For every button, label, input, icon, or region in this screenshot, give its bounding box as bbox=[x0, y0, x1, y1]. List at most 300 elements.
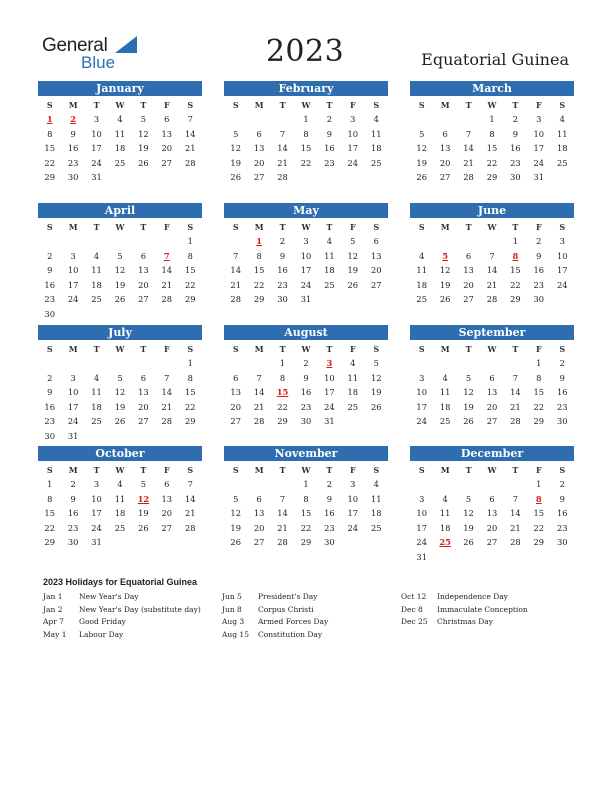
month-june bbox=[410, 203, 574, 307]
weekday-label: S bbox=[418, 344, 425, 354]
day-cell: 4 bbox=[117, 479, 123, 489]
day-cell: 24 bbox=[347, 522, 359, 533]
day-grid bbox=[224, 112, 388, 185]
day-cell: 6 bbox=[233, 372, 239, 383]
holiday-column bbox=[401, 591, 528, 629]
weekday-label: T bbox=[140, 100, 147, 110]
weekday-row bbox=[224, 343, 388, 355]
day-cell: 10 bbox=[347, 493, 359, 504]
holiday-day-cell: 15 bbox=[276, 387, 289, 398]
weekday-label: W bbox=[115, 344, 125, 354]
day-cell: 27 bbox=[253, 172, 265, 183]
day-grid bbox=[224, 234, 388, 307]
day-cell: 15 bbox=[510, 265, 521, 276]
day-cell: 20 bbox=[253, 522, 265, 533]
day-cell: 1 bbox=[187, 236, 193, 246]
month-header: March bbox=[410, 81, 574, 96]
day-cell: 13 bbox=[138, 265, 149, 276]
day-cell: 19 bbox=[463, 401, 474, 412]
day-cell: 6 bbox=[164, 479, 170, 489]
weekday-label: S bbox=[559, 344, 566, 354]
weekday-label: T bbox=[93, 100, 100, 110]
day-cell: 18 bbox=[91, 401, 102, 412]
day-cell: 24 bbox=[347, 157, 359, 168]
day-cell: 16 bbox=[556, 508, 568, 519]
holiday-date: Jun 5 bbox=[222, 592, 242, 601]
day-cell: 7 bbox=[512, 372, 519, 383]
empty-day-cell bbox=[38, 356, 61, 371]
weekday-label: W bbox=[487, 222, 497, 232]
day-cell: 5 bbox=[117, 250, 123, 261]
holiday-day-cell: 8 bbox=[535, 493, 542, 504]
holiday-name: Armed Forces Day bbox=[258, 617, 329, 627]
day-cell: 30 bbox=[324, 537, 335, 548]
weekday-label: S bbox=[373, 100, 380, 110]
day-cell: 8 bbox=[187, 372, 193, 383]
weekday-label: F bbox=[535, 100, 542, 110]
empty-day-cell bbox=[504, 356, 527, 371]
day-cell: 15 bbox=[253, 265, 265, 276]
day-cell: 22 bbox=[44, 157, 55, 168]
day-cell: 26 bbox=[416, 172, 427, 183]
weekday-label: T bbox=[326, 465, 333, 475]
day-cell: 17 bbox=[67, 279, 79, 290]
holiday-entry bbox=[43, 616, 201, 629]
month-october bbox=[38, 446, 202, 550]
day-cell: 21 bbox=[184, 508, 196, 519]
day-cell: 31 bbox=[91, 172, 102, 183]
weekday-label: T bbox=[326, 222, 333, 232]
day-cell: 18 bbox=[370, 508, 382, 519]
day-cell: 29 bbox=[486, 172, 498, 183]
day-cell: 11 bbox=[370, 493, 382, 504]
day-cell: 3 bbox=[70, 250, 76, 261]
holiday-date: Apr 7 bbox=[43, 617, 64, 627]
day-cell: 29 bbox=[533, 416, 545, 427]
day-cell: 15 bbox=[486, 143, 498, 154]
day-cell: 18 bbox=[416, 279, 427, 290]
day-cell: 24 bbox=[324, 401, 335, 412]
day-cell: 5 bbox=[117, 372, 123, 383]
day-cell: 20 bbox=[463, 279, 474, 290]
day-cell: 12 bbox=[347, 250, 359, 261]
day-cell: 8 bbox=[303, 493, 309, 504]
weekday-label: S bbox=[418, 100, 425, 110]
day-cell: 9 bbox=[303, 372, 309, 383]
day-cell: 26 bbox=[138, 522, 149, 533]
weekday-label: S bbox=[46, 344, 53, 354]
holiday-name: Constitution Day bbox=[258, 629, 323, 639]
day-cell: 27 bbox=[486, 416, 498, 427]
holiday-column bbox=[43, 591, 201, 641]
day-cell: 18 bbox=[114, 143, 126, 154]
day-cell: 29 bbox=[253, 294, 265, 305]
day-cell: 17 bbox=[416, 401, 427, 412]
empty-day-cell bbox=[504, 477, 527, 492]
day-cell: 4 bbox=[93, 372, 100, 383]
day-cell: 17 bbox=[67, 401, 79, 412]
weekday-row bbox=[224, 99, 388, 111]
day-cell: 28 bbox=[486, 294, 498, 305]
day-cell: 4 bbox=[419, 250, 425, 261]
day-cell: 28 bbox=[184, 157, 196, 168]
day-cell: 14 bbox=[161, 265, 173, 276]
empty-day-cell bbox=[480, 234, 503, 249]
day-cell: 15 bbox=[300, 508, 312, 519]
empty-day-cell bbox=[480, 356, 503, 371]
weekday-label: F bbox=[535, 465, 542, 475]
day-cell: 23 bbox=[44, 416, 55, 427]
weekday-label: M bbox=[68, 465, 78, 475]
day-cell: 2 bbox=[326, 114, 333, 124]
day-cell: 6 bbox=[373, 236, 379, 246]
day-cell: 27 bbox=[161, 157, 173, 168]
day-cell: 30 bbox=[67, 537, 79, 548]
day-cell: 25 bbox=[91, 294, 102, 305]
weekday-row bbox=[410, 99, 574, 111]
day-cell: 7 bbox=[489, 250, 495, 261]
empty-day-cell bbox=[271, 477, 294, 492]
day-cell: 25 bbox=[439, 416, 451, 427]
day-cell: 3 bbox=[559, 236, 565, 246]
month-header: April bbox=[38, 203, 202, 218]
day-cell: 7 bbox=[187, 479, 193, 489]
day-grid bbox=[38, 112, 202, 185]
day-cell: 2 bbox=[536, 236, 542, 246]
empty-day-cell bbox=[155, 234, 178, 249]
month-april bbox=[38, 203, 202, 322]
weekday-label: T bbox=[465, 465, 472, 475]
day-cell: 2 bbox=[326, 479, 333, 489]
day-cell: 13 bbox=[370, 250, 382, 261]
weekday-label: T bbox=[279, 465, 286, 475]
empty-day-cell bbox=[224, 112, 247, 127]
day-cell: 28 bbox=[277, 172, 288, 183]
day-cell: 8 bbox=[279, 372, 286, 383]
day-cell: 9 bbox=[70, 493, 76, 504]
day-cell: 28 bbox=[463, 172, 474, 183]
empty-day-cell bbox=[433, 477, 456, 492]
day-cell: 20 bbox=[486, 401, 498, 412]
holiday-name: New Year's Day (substitute day) bbox=[79, 604, 201, 614]
holiday-column bbox=[222, 591, 328, 641]
holiday-entry bbox=[43, 591, 201, 604]
day-cell: 10 bbox=[67, 265, 79, 276]
day-cell: 21 bbox=[486, 279, 498, 290]
day-cell: 8 bbox=[256, 250, 262, 261]
day-cell: 3 bbox=[350, 114, 356, 124]
day-cell: 12 bbox=[230, 143, 241, 154]
holiday-entry bbox=[222, 591, 328, 604]
day-cell: 27 bbox=[486, 537, 498, 548]
day-cell: 30 bbox=[510, 172, 521, 183]
day-cell: 11 bbox=[370, 128, 382, 139]
day-cell: 7 bbox=[279, 128, 286, 139]
day-cell: 12 bbox=[138, 128, 149, 139]
day-cell: 24 bbox=[416, 416, 427, 427]
day-cell: 30 bbox=[300, 416, 312, 427]
weekday-label: T bbox=[326, 100, 333, 110]
day-cell: 5 bbox=[233, 493, 239, 504]
day-cell: 6 bbox=[140, 372, 147, 383]
empty-day-cell bbox=[410, 112, 433, 127]
day-cell: 14 bbox=[184, 128, 196, 139]
weekday-label: S bbox=[418, 222, 425, 232]
day-cell: 19 bbox=[138, 508, 149, 519]
weekday-label: F bbox=[349, 222, 356, 232]
day-cell: 19 bbox=[114, 401, 126, 412]
holidays-title: 2023 Holidays for Equatorial Guinea bbox=[43, 577, 198, 587]
weekday-label: T bbox=[279, 222, 286, 232]
day-cell: 4 bbox=[326, 236, 333, 246]
day-cell: 19 bbox=[230, 522, 241, 533]
day-cell: 28 bbox=[510, 416, 521, 427]
day-cell: 11 bbox=[439, 387, 451, 398]
weekday-label: T bbox=[93, 222, 100, 232]
day-cell: 12 bbox=[230, 508, 241, 519]
day-cell: 10 bbox=[324, 372, 335, 383]
day-cell: 4 bbox=[350, 358, 356, 368]
day-cell: 23 bbox=[510, 157, 521, 168]
empty-day-cell bbox=[410, 477, 433, 492]
holiday-day-cell: 2 bbox=[70, 114, 77, 124]
holiday-entry bbox=[222, 629, 328, 642]
month-august bbox=[224, 325, 388, 429]
day-cell: 3 bbox=[419, 372, 425, 383]
day-cell: 20 bbox=[486, 522, 498, 533]
day-cell: 25 bbox=[114, 522, 126, 533]
day-cell: 27 bbox=[253, 537, 265, 548]
day-cell: 24 bbox=[300, 279, 312, 290]
day-cell: 5 bbox=[465, 372, 472, 383]
empty-day-cell bbox=[224, 477, 247, 492]
day-cell: 18 bbox=[114, 508, 126, 519]
weekday-label: F bbox=[535, 344, 542, 354]
weekday-label: S bbox=[232, 222, 239, 232]
day-cell: 7 bbox=[187, 114, 193, 124]
day-cell: 9 bbox=[279, 250, 286, 261]
empty-day-cell bbox=[85, 234, 108, 249]
day-cell: 24 bbox=[91, 157, 102, 168]
day-cell: 1 bbox=[279, 358, 286, 368]
day-cell: 3 bbox=[93, 114, 100, 124]
day-cell: 24 bbox=[533, 157, 545, 168]
day-cell: 29 bbox=[44, 172, 55, 183]
day-cell: 16 bbox=[324, 508, 335, 519]
holiday-entry bbox=[401, 616, 528, 629]
day-cell: 5 bbox=[140, 479, 147, 489]
day-cell: 23 bbox=[324, 522, 335, 533]
weekday-label: S bbox=[559, 465, 566, 475]
day-cell: 19 bbox=[439, 279, 451, 290]
holiday-date: Jan 1 bbox=[43, 592, 63, 601]
day-cell: 10 bbox=[347, 128, 359, 139]
day-cell: 10 bbox=[91, 493, 102, 504]
weekday-row bbox=[410, 343, 574, 355]
day-cell: 13 bbox=[230, 387, 241, 398]
day-cell: 15 bbox=[44, 143, 55, 154]
day-cell: 17 bbox=[416, 522, 427, 533]
day-cell: 5 bbox=[140, 114, 147, 124]
weekday-label: M bbox=[440, 100, 450, 110]
day-cell: 25 bbox=[370, 157, 382, 168]
day-cell: 14 bbox=[253, 387, 265, 398]
day-cell: 25 bbox=[91, 416, 102, 427]
weekday-label: T bbox=[140, 344, 147, 354]
month-january bbox=[38, 81, 202, 185]
calendar-year: 2023 bbox=[265, 34, 345, 69]
day-cell: 18 bbox=[439, 522, 451, 533]
day-cell: 1 bbox=[187, 358, 193, 368]
day-cell: 16 bbox=[277, 265, 288, 276]
day-cell: 1 bbox=[303, 114, 309, 124]
day-cell: 7 bbox=[465, 128, 472, 139]
weekday-label: S bbox=[418, 465, 425, 475]
day-cell: 28 bbox=[510, 537, 521, 548]
day-cell: 10 bbox=[533, 128, 545, 139]
day-cell: 27 bbox=[439, 172, 451, 183]
day-cell: 30 bbox=[44, 308, 55, 319]
holiday-name: Good Friday bbox=[79, 617, 126, 627]
day-cell: 5 bbox=[350, 236, 356, 246]
day-cell: 11 bbox=[324, 250, 335, 261]
empty-day-cell bbox=[132, 356, 155, 371]
holiday-day-cell: 5 bbox=[442, 250, 449, 261]
day-cell: 15 bbox=[44, 508, 55, 519]
weekday-row bbox=[38, 464, 202, 476]
weekday-label: S bbox=[46, 222, 53, 232]
day-cell: 26 bbox=[114, 294, 126, 305]
empty-day-cell bbox=[108, 234, 131, 249]
day-cell: 21 bbox=[184, 143, 196, 154]
weekday-label: F bbox=[535, 222, 542, 232]
day-cell: 23 bbox=[556, 522, 568, 533]
weekday-label: W bbox=[301, 222, 311, 232]
weekday-label: F bbox=[163, 222, 170, 232]
day-cell: 26 bbox=[230, 537, 241, 548]
day-cell: 14 bbox=[486, 265, 498, 276]
day-cell: 23 bbox=[556, 401, 568, 412]
day-cell: 4 bbox=[373, 479, 379, 489]
weekday-row bbox=[224, 221, 388, 233]
day-cell: 21 bbox=[277, 522, 288, 533]
day-cell: 23 bbox=[44, 294, 55, 305]
day-cell: 17 bbox=[347, 143, 359, 154]
day-cell: 10 bbox=[300, 250, 312, 261]
weekday-label: M bbox=[254, 344, 264, 354]
day-cell: 23 bbox=[533, 279, 545, 290]
day-cell: 17 bbox=[533, 143, 545, 154]
day-cell: 14 bbox=[230, 265, 241, 276]
weekday-label: T bbox=[140, 222, 147, 232]
day-cell: 27 bbox=[138, 416, 149, 427]
month-may bbox=[224, 203, 388, 307]
month-header: May bbox=[224, 203, 388, 218]
brand-logo bbox=[42, 33, 142, 73]
day-cell: 27 bbox=[230, 416, 241, 427]
holiday-name: Independence Day bbox=[437, 592, 508, 601]
weekday-label: S bbox=[559, 100, 566, 110]
empty-day-cell bbox=[155, 356, 178, 371]
day-cell: 13 bbox=[161, 493, 173, 504]
day-cell: 20 bbox=[370, 265, 382, 276]
empty-day-cell bbox=[457, 234, 480, 249]
day-cell: 5 bbox=[419, 128, 425, 139]
day-cell: 26 bbox=[347, 279, 359, 290]
month-header: October bbox=[38, 446, 202, 461]
weekday-row bbox=[38, 99, 202, 111]
day-cell: 11 bbox=[439, 508, 451, 519]
day-cell: 25 bbox=[370, 522, 382, 533]
holiday-date: Aug 3 bbox=[222, 617, 245, 627]
day-cell: 24 bbox=[91, 522, 102, 533]
weekday-label: S bbox=[559, 222, 566, 232]
day-cell: 20 bbox=[253, 157, 265, 168]
day-cell: 8 bbox=[187, 250, 193, 261]
holiday-entry bbox=[222, 604, 328, 617]
holiday-name: Immaculate Conception bbox=[437, 604, 528, 614]
empty-day-cell bbox=[224, 356, 247, 371]
day-cell: 3 bbox=[419, 493, 425, 504]
day-cell: 10 bbox=[91, 128, 102, 139]
day-cell: 11 bbox=[91, 387, 102, 398]
day-cell: 12 bbox=[463, 387, 474, 398]
day-cell: 4 bbox=[442, 372, 448, 383]
weekday-label: S bbox=[373, 344, 380, 354]
holiday-entry bbox=[222, 616, 328, 629]
day-cell: 7 bbox=[233, 250, 239, 261]
day-cell: 30 bbox=[533, 294, 545, 305]
day-cell: 16 bbox=[67, 508, 79, 519]
empty-day-cell bbox=[433, 356, 456, 371]
empty-day-cell bbox=[247, 477, 270, 492]
day-cell: 30 bbox=[67, 172, 79, 183]
weekday-label: M bbox=[440, 465, 450, 475]
day-cell: 31 bbox=[416, 551, 427, 562]
day-cell: 18 bbox=[347, 387, 359, 398]
day-cell: 25 bbox=[556, 157, 568, 168]
month-february bbox=[224, 81, 388, 185]
holiday-day-cell: 3 bbox=[326, 358, 333, 368]
day-cell: 22 bbox=[300, 522, 312, 533]
day-cell: 5 bbox=[233, 128, 239, 139]
day-cell: 29 bbox=[277, 416, 288, 427]
day-cell: 20 bbox=[138, 401, 149, 412]
day-cell: 23 bbox=[300, 401, 312, 412]
day-cell: 9 bbox=[559, 493, 565, 504]
day-cell: 31 bbox=[91, 537, 102, 548]
weekday-label: F bbox=[163, 344, 170, 354]
day-grid bbox=[38, 356, 202, 444]
day-cell: 12 bbox=[114, 387, 126, 398]
day-cell: 28 bbox=[161, 294, 173, 305]
weekday-label: T bbox=[93, 344, 100, 354]
day-cell: 12 bbox=[463, 508, 474, 519]
weekday-label: W bbox=[487, 344, 497, 354]
day-cell: 8 bbox=[489, 128, 495, 139]
empty-day-cell bbox=[247, 112, 270, 127]
day-cell: 4 bbox=[559, 114, 565, 124]
weekday-label: T bbox=[465, 222, 472, 232]
day-cell: 29 bbox=[184, 294, 196, 305]
empty-day-cell bbox=[457, 356, 480, 371]
holiday-day-cell: 12 bbox=[137, 493, 150, 504]
day-cell: 7 bbox=[164, 372, 170, 383]
day-cell: 22 bbox=[533, 522, 545, 533]
holiday-entry bbox=[43, 629, 201, 642]
day-cell: 21 bbox=[230, 279, 241, 290]
day-cell: 12 bbox=[416, 143, 427, 154]
